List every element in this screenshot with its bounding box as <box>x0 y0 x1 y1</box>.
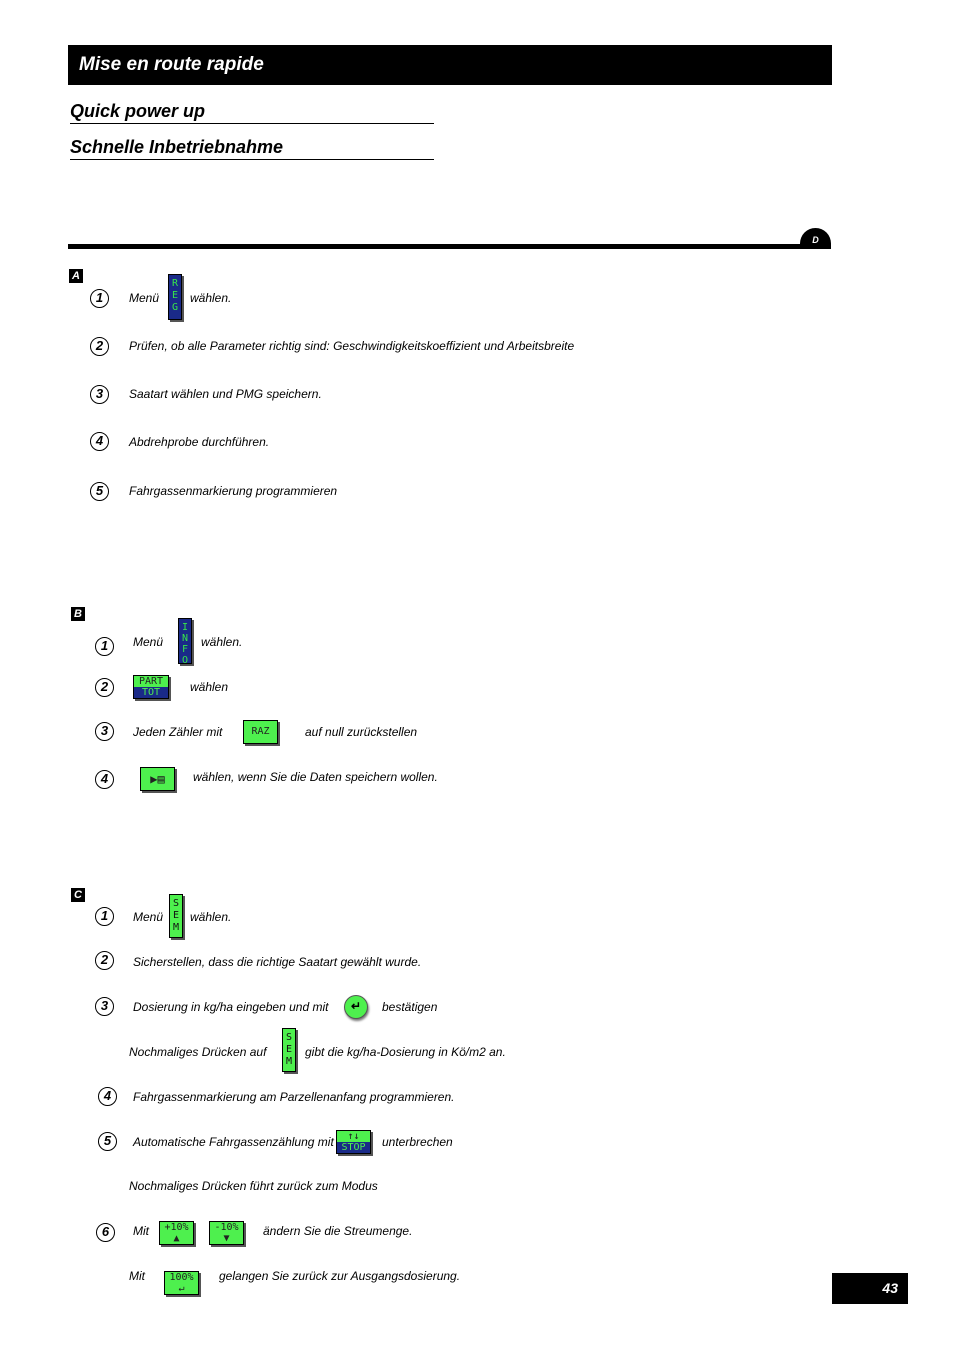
key-label: RAZ <box>251 726 270 737</box>
save-icon: ▶▤ <box>150 772 165 786</box>
section-a-label: A <box>69 269 83 283</box>
key-label: REG <box>169 278 181 314</box>
step-number: 1 <box>90 289 109 308</box>
key-label: +10% <box>164 1222 189 1233</box>
step-text: Dosierung in kg/ha eingeben und mit <box>133 1000 329 1014</box>
step-number: 2 <box>90 337 109 356</box>
step-number: 5 <box>98 1132 117 1151</box>
step-text: Abdrehprobe durchführen. <box>129 435 270 449</box>
step-text: wählen. <box>201 635 243 649</box>
plus-10-key[interactable] <box>159 1221 194 1245</box>
step-number: 3 <box>95 722 114 741</box>
step-text: wählen, wenn Sie die Daten speichern wollen. <box>193 770 438 784</box>
arrow-up-icon: ▲ <box>160 1233 193 1244</box>
save-data-key[interactable] <box>140 767 175 791</box>
step-text: Prüfen, ob alle Parameter richtig sind: Geschwindigkeitskoeffizient und Arbeitsbreite <box>129 339 575 353</box>
page-title: Mise en route rapide <box>79 54 264 75</box>
subtitle-english: Quick power up <box>70 101 434 124</box>
step-text: Nochmaliges Drücken auf <box>129 1045 267 1059</box>
step-number: 4 <box>98 1087 117 1106</box>
step-text: Nochmaliges Drücken führt zurück zum Modus <box>129 1179 378 1193</box>
step-text: Mit <box>129 1269 145 1283</box>
step-text: Fahrgassenmarkierung am Parzellenanfang programmieren. <box>133 1090 455 1104</box>
step-text: auf null zurückstellen <box>305 725 418 739</box>
step-number: 3 <box>90 385 109 404</box>
step-text: gelangen Sie zurück zur Ausgangsdosierung. <box>219 1269 461 1283</box>
step-text: bestätigen <box>382 1000 438 1014</box>
step-text: unterbrechen <box>382 1135 453 1149</box>
key-label: SEM <box>283 1032 295 1068</box>
step-number: 6 <box>96 1223 115 1242</box>
step-number: 5 <box>90 482 109 501</box>
step-number: 4 <box>90 432 109 451</box>
step-text: Automatische Fahrgassenzählung mit <box>133 1135 334 1149</box>
arrows-icon: ↑↓ <box>347 1131 360 1142</box>
language-badge: D <box>800 228 831 249</box>
step-number: 4 <box>95 770 114 789</box>
step-text: wählen <box>190 680 229 694</box>
step-text: Menü <box>133 635 164 649</box>
step-text: Menü <box>133 910 164 924</box>
step-text: wählen. <box>190 291 232 305</box>
minus-10-key[interactable] <box>209 1221 244 1245</box>
step-text: Menü <box>129 291 160 305</box>
section-divider <box>68 244 826 249</box>
step-text: ändern Sie die Streumenge. <box>263 1224 413 1238</box>
sem-menu-key[interactable] <box>169 894 183 938</box>
step-text: Sicherstellen, dass die richtige Saatart gewählt wurde. <box>133 955 422 969</box>
step-number: 2 <box>95 951 114 970</box>
info-menu-key[interactable] <box>178 618 192 664</box>
enter-icon: ↵ <box>350 999 362 1013</box>
step-number: 3 <box>95 997 114 1016</box>
arrow-down-icon: ▼ <box>210 1233 243 1244</box>
reg-menu-key[interactable] <box>168 274 182 320</box>
step-number: 1 <box>95 907 114 926</box>
key-top-label: PART <box>138 676 164 687</box>
step-text: gibt die kg/ha-Dosierung in Kö/m2 an. <box>305 1045 506 1059</box>
key-label: INFO <box>179 622 191 666</box>
step-text: wählen. <box>190 910 232 924</box>
key-bottom-label: TOT <box>134 687 168 698</box>
part-tot-key[interactable] <box>133 675 169 699</box>
page-number: 43 <box>832 1273 908 1304</box>
reset-100-key[interactable] <box>164 1271 199 1295</box>
key-bottom-label: STOP <box>337 1142 370 1153</box>
subtitle-german: Schnelle Inbetriebnahme <box>70 137 434 160</box>
enter-button[interactable] <box>344 995 368 1019</box>
raz-key[interactable] <box>243 720 278 744</box>
key-label: -10% <box>214 1222 239 1233</box>
step-text: Mit <box>133 1224 149 1238</box>
section-b-label: B <box>71 607 85 621</box>
key-label: SEM <box>170 898 182 934</box>
return-arrow-icon: ↵ <box>165 1283 198 1294</box>
step-text: Saatart wählen und PMG speichern. <box>129 387 322 401</box>
title-bar <box>68 45 832 85</box>
step-text: Jeden Zähler mit <box>133 725 223 739</box>
key-label: 100% <box>169 1272 194 1283</box>
step-number: 2 <box>95 678 114 697</box>
section-c-label: C <box>71 888 85 902</box>
step-number: 1 <box>95 637 114 656</box>
sem-menu-key[interactable] <box>282 1028 296 1072</box>
step-text: Fahrgassenmarkierung programmieren <box>129 484 338 498</box>
stop-tramline-key[interactable] <box>336 1130 371 1154</box>
